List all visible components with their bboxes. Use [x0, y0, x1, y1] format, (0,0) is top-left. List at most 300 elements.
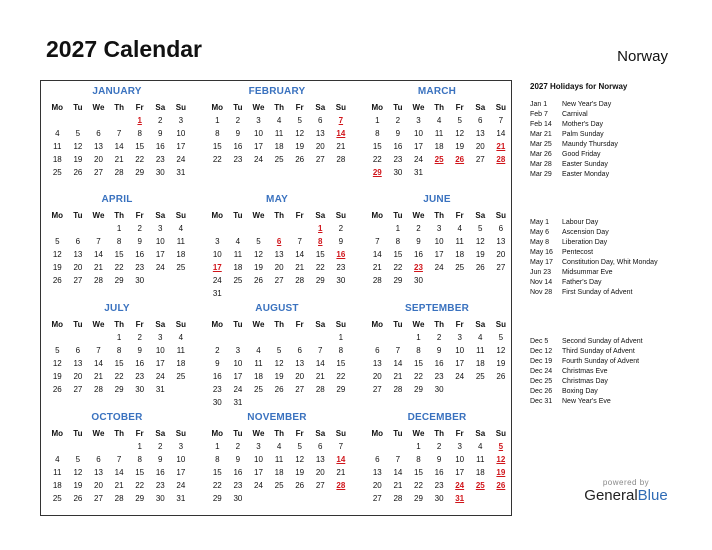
day-cell: 3 — [178, 442, 184, 451]
day-cell: 16 — [135, 359, 145, 368]
month-june — [367, 193, 507, 287]
day-cell: 7 — [318, 346, 323, 355]
day-cell: 13 — [315, 455, 325, 464]
weekday-header: We — [412, 429, 425, 438]
weekday-header: Tu — [233, 320, 243, 329]
holiday-list-item — [530, 238, 705, 248]
day-cell: 3 — [158, 333, 163, 342]
day-cell: 23 — [233, 481, 243, 490]
day-cell: 20 — [372, 372, 382, 381]
day-cell: 16 — [233, 142, 243, 151]
month-july — [47, 302, 187, 396]
empty-day-cell — [248, 222, 269, 235]
holiday-list-item — [530, 278, 705, 288]
month-days-grid — [207, 318, 347, 409]
day-cell: 8 — [416, 455, 421, 464]
day-cell: 17 — [254, 468, 263, 477]
day-cell: 19 — [52, 263, 62, 272]
weekday-header: Sa — [315, 429, 326, 438]
weekday-header: We — [92, 429, 105, 438]
day-cell: 19 — [274, 372, 284, 381]
holiday-date: Jan 1 — [530, 101, 548, 108]
day-cell: 5 — [75, 455, 81, 464]
day-cell: 4 — [276, 442, 282, 451]
holiday-list-item — [530, 357, 705, 367]
day-cell: 20 — [94, 155, 103, 164]
month-days-grid — [207, 101, 347, 166]
day-cell: 9 — [158, 129, 163, 138]
holiday-date: Dec 26 — [530, 388, 553, 395]
holiday-name: New Year's Day — [562, 101, 612, 108]
weekday-header: We — [252, 103, 265, 112]
day-cell: 16 — [155, 142, 165, 151]
day-cell: 16 — [233, 468, 243, 477]
day-cell: 6 — [96, 129, 101, 138]
empty-day-cell — [47, 331, 68, 344]
month-days-grid — [47, 209, 187, 287]
day-cell: 30 — [233, 494, 243, 503]
holiday-day-cell: 31 — [455, 494, 465, 503]
day-cell: 27 — [315, 155, 325, 164]
weekday-header: We — [412, 211, 425, 220]
holiday-day-cell: 14 — [336, 129, 346, 138]
month-days-grid — [367, 318, 507, 396]
day-cell: 17 — [434, 250, 444, 259]
day-cell: 9 — [436, 346, 442, 355]
day-cell: 22 — [114, 263, 124, 272]
day-cell: 27 — [315, 481, 325, 490]
day-cell: 6 — [375, 455, 380, 464]
day-cell: 26 — [254, 276, 263, 285]
day-cell: 23 — [233, 155, 243, 164]
day-cell: 20 — [315, 142, 325, 151]
day-cell: 15 — [372, 142, 382, 151]
month-days-grid — [47, 427, 187, 505]
day-cell: 2 — [395, 116, 401, 125]
weekday-header: Fr — [135, 320, 144, 329]
holiday-name: New Year's Eve — [562, 398, 611, 405]
holiday-list-item — [530, 288, 705, 298]
brand-blue: Blue — [637, 487, 668, 504]
day-cell: 20 — [73, 372, 83, 381]
day-cell: 19 — [455, 142, 465, 151]
day-cell: 3 — [215, 237, 220, 246]
holiday-name: Christmas Day — [562, 378, 608, 385]
weekday-header: Mo — [51, 103, 64, 112]
holiday-name: Easter Sunday — [562, 161, 608, 168]
day-cell: 11 — [53, 468, 62, 477]
weekday-header: Mo — [371, 429, 384, 438]
holiday-name: Good Friday — [562, 151, 601, 158]
holiday-date: Dec 19 — [530, 358, 553, 365]
day-cell: 30 — [212, 398, 222, 407]
day-cell: 21 — [372, 263, 382, 272]
month-may — [207, 193, 347, 300]
holiday-list-item — [530, 337, 705, 347]
holiday-name: Ascension Day — [562, 229, 609, 236]
day-cell: 8 — [215, 455, 220, 464]
day-cell: 25 — [455, 263, 465, 272]
month-title: MARCH — [417, 86, 457, 97]
holiday-day-cell: 21 — [496, 142, 506, 151]
day-cell: 24 — [176, 155, 186, 164]
weekday-header: Su — [175, 211, 186, 220]
day-cell: 8 — [338, 346, 344, 355]
day-cell: 29 — [315, 276, 325, 285]
day-cell: 3 — [416, 116, 421, 125]
weekday-header: Th — [274, 211, 284, 220]
holiday-date: Dec 12 — [530, 348, 553, 355]
day-cell: 18 — [52, 155, 62, 164]
day-cell: 5 — [457, 116, 462, 125]
month-days-grid — [367, 101, 507, 179]
month-title: JUNE — [423, 194, 451, 205]
day-cell: 15 — [114, 359, 124, 368]
day-cell: 15 — [414, 468, 423, 477]
holiday-name: Carnival — [562, 111, 588, 118]
empty-day-cell — [269, 331, 290, 344]
day-cell: 24 — [254, 155, 263, 164]
day-cell: 17 — [455, 468, 465, 477]
holiday-date: Feb 7 — [530, 111, 548, 118]
day-cell: 26 — [52, 276, 62, 285]
holiday-day-cell: 28 — [336, 481, 346, 490]
day-cell: 20 — [274, 263, 284, 272]
day-cell: 16 — [135, 250, 145, 259]
day-cell: 3 — [256, 116, 261, 125]
day-cell: 2 — [158, 442, 163, 451]
weekday-header: Fr — [455, 103, 464, 112]
day-cell: 4 — [178, 333, 184, 342]
day-cell: 5 — [498, 333, 504, 342]
holiday-name: Liberation Day — [562, 239, 608, 246]
holiday-date: Nov 28 — [530, 289, 553, 296]
weekday-header: Tu — [393, 211, 403, 220]
day-cell: 16 — [434, 359, 444, 368]
holiday-name: First Sunday of Advent — [562, 289, 633, 296]
day-cell: 4 — [55, 129, 60, 138]
holiday-day-cell: 8 — [318, 237, 323, 246]
day-cell: 13 — [274, 250, 284, 259]
day-cell: 24 — [434, 263, 444, 272]
empty-day-cell — [207, 331, 228, 344]
weekday-header: Mo — [211, 103, 224, 112]
holiday-name: Labour Day — [562, 219, 599, 226]
day-cell: 19 — [496, 359, 506, 368]
day-cell: 18 — [176, 250, 186, 259]
day-cell: 12 — [52, 250, 62, 259]
holiday-name: Constitution Day, Whit Monday — [562, 259, 658, 266]
holiday-panel-title: 2027 Holidays for Norway — [530, 82, 628, 91]
day-cell: 8 — [137, 455, 142, 464]
day-cell: 13 — [496, 237, 506, 246]
month-days-grid — [207, 209, 347, 300]
holiday-day-cell: 26 — [455, 155, 465, 164]
holiday-name: Second Sunday of Advent — [562, 338, 643, 345]
day-cell: 3 — [457, 442, 462, 451]
day-cell: 27 — [94, 168, 103, 177]
empty-day-cell — [367, 331, 388, 344]
holiday-day-cell: 24 — [455, 481, 465, 490]
day-cell: 5 — [478, 224, 483, 233]
holiday-name: Boxing Day — [562, 388, 598, 395]
day-cell: 30 — [155, 494, 165, 503]
day-cell: 17 — [155, 359, 165, 368]
day-cell: 9 — [395, 129, 401, 138]
day-cell: 25 — [254, 385, 263, 394]
month-december — [367, 411, 507, 505]
weekday-header: Tu — [393, 429, 403, 438]
weekday-header: We — [252, 320, 265, 329]
day-cell: 9 — [436, 455, 442, 464]
day-cell: 29 — [212, 494, 222, 503]
holiday-list-item — [530, 140, 705, 150]
day-cell: 29 — [414, 385, 423, 394]
day-cell: 22 — [212, 481, 222, 490]
empty-day-cell — [88, 331, 109, 344]
day-cell: 29 — [135, 494, 145, 503]
day-cell: 29 — [393, 276, 403, 285]
day-cell: 20 — [372, 481, 382, 490]
day-cell: 23 — [434, 372, 444, 381]
month-title: JANUARY — [92, 86, 142, 97]
holiday-date: Dec 25 — [530, 378, 553, 385]
day-cell: 19 — [73, 481, 83, 490]
day-cell: 6 — [75, 237, 81, 246]
weekday-header: We — [412, 320, 425, 329]
day-cell: 29 — [336, 385, 346, 394]
holiday-group-2 — [530, 218, 705, 298]
day-cell: 22 — [212, 155, 222, 164]
empty-day-cell — [47, 222, 68, 235]
day-cell: 10 — [455, 346, 465, 355]
holiday-day-cell: 26 — [496, 481, 506, 490]
holiday-name: Third Sunday of Advent — [562, 348, 635, 355]
day-cell: 30 — [393, 168, 403, 177]
day-cell: 20 — [295, 372, 305, 381]
holiday-list-item — [530, 248, 705, 258]
day-cell: 5 — [55, 346, 60, 355]
day-cell: 26 — [295, 155, 305, 164]
holiday-list-item — [530, 347, 705, 357]
month-days-grid — [47, 318, 187, 396]
day-cell: 26 — [274, 385, 284, 394]
weekday-header: Tu — [393, 103, 403, 112]
day-cell: 26 — [295, 481, 305, 490]
empty-day-cell — [207, 222, 228, 235]
day-cell: 14 — [114, 142, 124, 151]
day-cell: 4 — [256, 346, 261, 355]
day-cell: 26 — [73, 494, 83, 503]
powered-by-text: powered by — [602, 478, 650, 487]
day-cell: 8 — [215, 129, 220, 138]
holiday-date: May 1 — [530, 219, 550, 226]
day-cell: 25 — [52, 494, 62, 503]
month-september — [367, 302, 507, 396]
day-cell: 7 — [116, 455, 122, 464]
day-cell: 12 — [274, 359, 284, 368]
day-cell: 1 — [395, 224, 401, 233]
day-cell: 3 — [235, 346, 241, 355]
holiday-list-item — [530, 397, 705, 407]
weekday-header: Th — [274, 320, 284, 329]
weekday-header: Fr — [135, 211, 144, 220]
weekday-header: Th — [274, 103, 284, 112]
day-cell: 5 — [256, 237, 261, 246]
day-cell: 17 — [254, 142, 263, 151]
weekday-header: We — [412, 103, 425, 112]
day-cell: 25 — [176, 372, 186, 381]
day-cell: 13 — [372, 359, 382, 368]
holiday-list-item — [530, 377, 705, 387]
day-cell: 3 — [436, 224, 442, 233]
day-cell: 11 — [176, 346, 186, 355]
day-cell: 13 — [94, 468, 103, 477]
day-cell: 14 — [315, 359, 325, 368]
month-title: NOVEMBER — [247, 412, 307, 423]
holiday-list-item — [530, 120, 705, 130]
weekday-header: Su — [495, 103, 506, 112]
holiday-day-cell: 12 — [496, 455, 506, 464]
day-cell: 22 — [414, 372, 423, 381]
day-cell: 8 — [116, 237, 122, 246]
day-cell: 11 — [434, 129, 444, 138]
day-cell: 28 — [295, 276, 305, 285]
day-cell: 19 — [254, 263, 263, 272]
day-cell: 30 — [414, 276, 423, 285]
day-cell: 6 — [96, 455, 101, 464]
day-cell: 28 — [94, 385, 103, 394]
empty-day-cell — [88, 440, 109, 453]
weekday-header: Su — [495, 211, 506, 220]
day-cell: 2 — [416, 224, 421, 233]
day-cell: 3 — [178, 116, 184, 125]
holiday-name: Easter Monday — [562, 171, 610, 178]
empty-day-cell — [68, 331, 89, 344]
weekday-header: Fr — [455, 320, 464, 329]
generalblue-logo — [583, 478, 669, 505]
day-cell: 12 — [73, 142, 83, 151]
day-cell: 31 — [176, 494, 186, 503]
day-cell: 4 — [178, 224, 184, 233]
month-days-grid — [207, 427, 347, 505]
weekday-header: Mo — [211, 211, 224, 220]
day-cell: 6 — [318, 442, 323, 451]
day-cell: 30 — [434, 385, 444, 394]
day-cell: 7 — [338, 442, 344, 451]
day-cell: 19 — [475, 250, 485, 259]
month-title: JULY — [104, 303, 130, 314]
day-cell: 2 — [215, 346, 220, 355]
month-days-grid — [367, 209, 507, 287]
month-march — [367, 85, 507, 179]
weekday-header: Th — [434, 320, 444, 329]
day-cell: 5 — [55, 237, 60, 246]
empty-day-cell — [367, 222, 388, 235]
weekday-header: Sa — [315, 103, 326, 112]
day-cell: 13 — [475, 129, 485, 138]
weekday-header: Sa — [155, 429, 166, 438]
day-cell: 27 — [295, 385, 305, 394]
day-cell: 14 — [114, 468, 124, 477]
empty-day-cell — [68, 440, 89, 453]
day-cell: 1 — [137, 442, 142, 451]
day-cell: 1 — [416, 333, 421, 342]
day-cell: 9 — [158, 455, 163, 464]
day-cell: 2 — [436, 442, 442, 451]
day-cell: 9 — [235, 129, 241, 138]
day-cell: 6 — [498, 224, 504, 233]
holiday-group-1 — [530, 100, 705, 180]
day-cell: 7 — [116, 129, 122, 138]
day-cell: 2 — [137, 224, 142, 233]
holiday-day-cell: 17 — [212, 263, 222, 272]
weekday-header: Mo — [211, 429, 224, 438]
day-cell: 29 — [114, 276, 124, 285]
day-cell: 30 — [434, 494, 444, 503]
day-cell: 21 — [336, 468, 346, 477]
day-cell: 7 — [375, 237, 380, 246]
month-november — [207, 411, 347, 505]
day-cell: 5 — [75, 129, 81, 138]
day-cell: 22 — [372, 155, 382, 164]
holiday-date: Mar 26 — [530, 151, 552, 158]
day-cell: 22 — [336, 372, 346, 381]
day-cell: 27 — [94, 494, 103, 503]
day-cell: 14 — [94, 250, 103, 259]
empty-day-cell — [109, 114, 130, 127]
day-cell: 22 — [114, 372, 124, 381]
day-cell: 23 — [155, 481, 165, 490]
holiday-date: Jun 23 — [530, 269, 552, 276]
day-cell: 28 — [114, 494, 124, 503]
weekday-header: Tu — [73, 429, 83, 438]
day-cell: 11 — [274, 129, 284, 138]
weekday-header: Th — [434, 211, 444, 220]
weekday-header: Mo — [211, 320, 224, 329]
weekday-header: Tu — [393, 320, 403, 329]
day-cell: 3 — [158, 224, 163, 233]
month-title: MAY — [266, 194, 288, 205]
holiday-day-cell: 19 — [496, 468, 506, 477]
holiday-panel — [530, 80, 705, 405]
day-cell: 25 — [274, 155, 284, 164]
weekday-header: Sa — [475, 320, 486, 329]
day-cell: 31 — [233, 398, 243, 407]
holiday-day-cell: 14 — [336, 455, 346, 464]
day-cell: 31 — [155, 385, 165, 394]
day-cell: 10 — [155, 237, 165, 246]
day-cell: 8 — [416, 346, 421, 355]
day-cell: 13 — [73, 250, 83, 259]
day-cell: 28 — [94, 276, 103, 285]
weekday-header: Fr — [295, 429, 304, 438]
day-cell: 28 — [114, 168, 124, 177]
empty-day-cell — [47, 114, 68, 127]
holiday-day-cell: 25 — [475, 481, 485, 490]
day-cell: 9 — [137, 237, 142, 246]
day-cell: 22 — [414, 481, 423, 490]
weekday-header: Tu — [73, 320, 83, 329]
day-cell: 23 — [212, 385, 222, 394]
day-cell: 23 — [135, 263, 145, 272]
day-cell: 25 — [274, 481, 284, 490]
weekday-header: We — [252, 429, 265, 438]
day-cell: 31 — [176, 168, 186, 177]
day-cell: 19 — [73, 155, 83, 164]
month-title: DECEMBER — [407, 412, 467, 423]
day-cell: 12 — [52, 359, 62, 368]
